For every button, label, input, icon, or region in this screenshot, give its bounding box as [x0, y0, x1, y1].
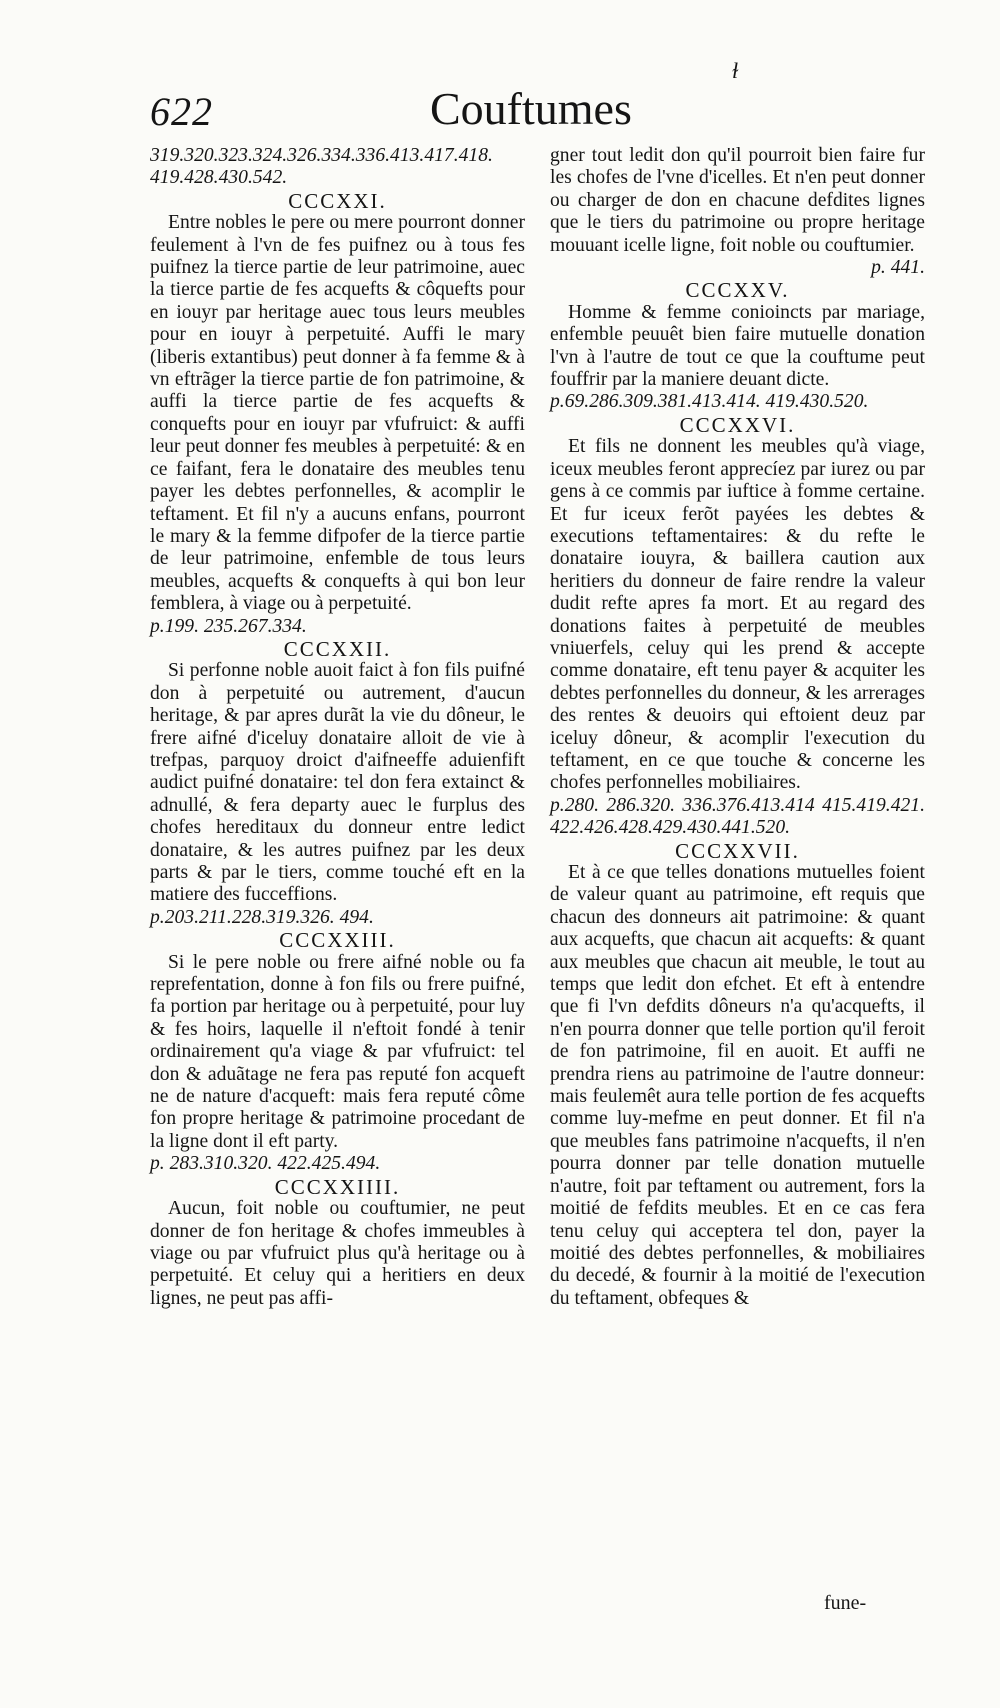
references: 319.320.323.324.326.334.336.413.417.418. 419.428.430.542.	[150, 145, 493, 189]
article-heading-325: CCCXXV.	[685, 278, 790, 303]
references: p.280. 286.320. 336.376.413.414 415.419.421. 422.426.428.429.430.441.520.	[550, 794, 925, 839]
article-heading-326: CCCXXVI.	[679, 412, 796, 437]
margin-mark: ɫ	[732, 58, 739, 83]
article-heading-323: CCCXXIII.	[279, 928, 396, 953]
references: p.69.286.309.381.413.414. 419.430.520.	[550, 391, 869, 413]
running-title: Couftumes	[430, 83, 632, 134]
article-text-326: Et fils ne donnent les meubles qu'à viage, iceux meubles feront apprecíez par iurez ou par gens à ce commis par iuftice à fomme certaine. Et fur iceux ferõt payées les debtes & executions teftamentaires: & du refte le donataire iouyra, & baillera caution aux heritiers du donneur de faire rendre la valeur dudit refte apres fa mort. Et au regard des donations faites à perpetuité de meubles vniuerfels, celuy qui les prend & accepte comme donataire, eft tenu payer & acquiter les debtes perfonnelles du donneur, & les arrerages des rentes & deuoirs qui eftoient deuz par iceluy dôneur, & acomplir l'execution du teftament, en ce que touche & concerne les chofes perfonnelles mobiliaires.	[550, 436, 925, 794]
references: p.199. 235.267.334.	[150, 615, 307, 637]
left-column	[150, 145, 525, 1310]
article-heading-322: CCCXXII.	[283, 636, 392, 661]
article-text-321: Entre nobles le pere ou mere pourront donner feulement à l'vn de fes puifnez ou à tous fes puifnez la tierce partie de leur patrimoine, auec la tierce partie de fes acquefts & côquefts pour en iouyr par heritage auec tous leurs meubles pour en iouyr à perpetuité. Auffi le mary (liberis extantibus) peut donner à fa femme & à vn eftrãger la tierce partie de fon patrimoine, & auffi la tierce partie de fes acquefts & conquefts pour en iouyr par vfufruict: & auffi leur peut donner fes meubles à perpetuité: & en ce faifant, fera le donataire des meubles tenu payer les debtes perfonnelles, & acomplir le teftament. Et fil n'y a aucuns enfans, pourront le mary & la femme difpofer de la tierce partie de leur patrimoine, enfemble de tous leurs meubles, acquefts & conquefts à qui bon leur femblera, à viage ou à perpetuité.	[150, 212, 525, 615]
references: p. 283.310.320. 422.425.494.	[150, 1153, 381, 1175]
article-heading-327: CCCXXVII.	[675, 838, 800, 863]
article-text-324-continued: gner tout ledit don qu'il pourroit bien faire fur les chofes de l'vne d'icelles. Et n'en peut donner ou charger de don en chacune defdites lignes que le tiers du patrimoine ou propre heritage mouuant icelle ligne, foit noble ou couftumier.	[550, 145, 925, 256]
catchword: fune-	[824, 1592, 867, 1614]
article-text-325: Homme & femme conioincts par mariage, enfemble peuuêt bien faire mutuelle donation l'vn à l'autre de tout ce que la couftume peut fouffrir par la maniere deuant dicte.	[550, 301, 925, 391]
references: p.203.211.228.319.326. 494.	[150, 906, 374, 928]
article-text-327: Et à ce que telles donations mutuelles foient de valeur quant au patrimoine, eft requis que chacun des donneurs ait patrimoine: & quant aux acquefts, que chacun ait acquefts: & quant aux meubles que chacun ait meuble, le tout au temps que ledit don efchet. Et eft à entendre que fi l'vn defdits dôneurs n'a qu'acquefts, il n'en pourra donner que telle portion qu'il feroit de fon patrimoine, fil en auoit. Et auffi ne prendra riens au patrimoine de l'autre donneur: mais feulemêt aura telle portion de fes acquefts comme luy-mefme en peut donner. Et fil n'a que meubles fans patrimoine n'acquefts, il n'en pourra donner par telle donation mutuelle n'autre, foit par teftament ou autrement, fors la moitié de fefdits meubles. Et en ce cas fera tenu celuy qui acceptera tel don, payer la moitié des debtes perfonnelles, & mobiliaires du decedé, & fournir à la moitié de l'execution du teftament, obfeques &	[550, 862, 925, 1309]
article-text-323: Si le pere noble ou frere aifné noble ou fa reprefentation, donne à fon fils ou frere puifné, fa portion par heritage ou à perpetuité, pour luy & fes hoirs, laquelle il n'eftoit fondé à tenir ordinairement qu'a viage & par vfufruict: tel don & aduãtage ne fera pas reputé fon acqueft ne de nature d'acqueft: mais fera reputé côme fon propre heritage & patrimoine procedant de la ligne dont il eft party.	[150, 951, 525, 1152]
right-column	[550, 145, 925, 1310]
page-header	[150, 82, 670, 140]
article-text-322: Si perfonne noble auoit faict à fon fils puifné don à perpetuité ou autrement, d'aucun heritage, & par apres durãt la vie du dôneur, le frere aifné d'iceluy donataire alloit de vie à trefpas, parquoy droict d'aifneeffe aduienfift audict puifné donataire: tel don fera extainct & adnullé, & fera departy auec le furplus des chofes hereditaux du donneur entre ledict donataire, & les autres puifnez par les deux parts & par le tiers, comme touché eft en la matiere des fucceffions.	[150, 660, 525, 906]
page-number: 622	[150, 89, 213, 134]
article-text-324: Aucun, foit noble ou couftumier, ne peut donner de fon heritage & chofes immeubles à viage ou par vfufruict plus qu'à heritage ou à perpetuité. Et celuy qui a heritiers en deux lignes, ne peut pas affi-	[150, 1198, 525, 1309]
article-heading-321: CCCXXI.	[288, 188, 387, 213]
article-heading-324: CCCXXIIII.	[274, 1174, 401, 1199]
references: p. 441.	[871, 257, 925, 279]
